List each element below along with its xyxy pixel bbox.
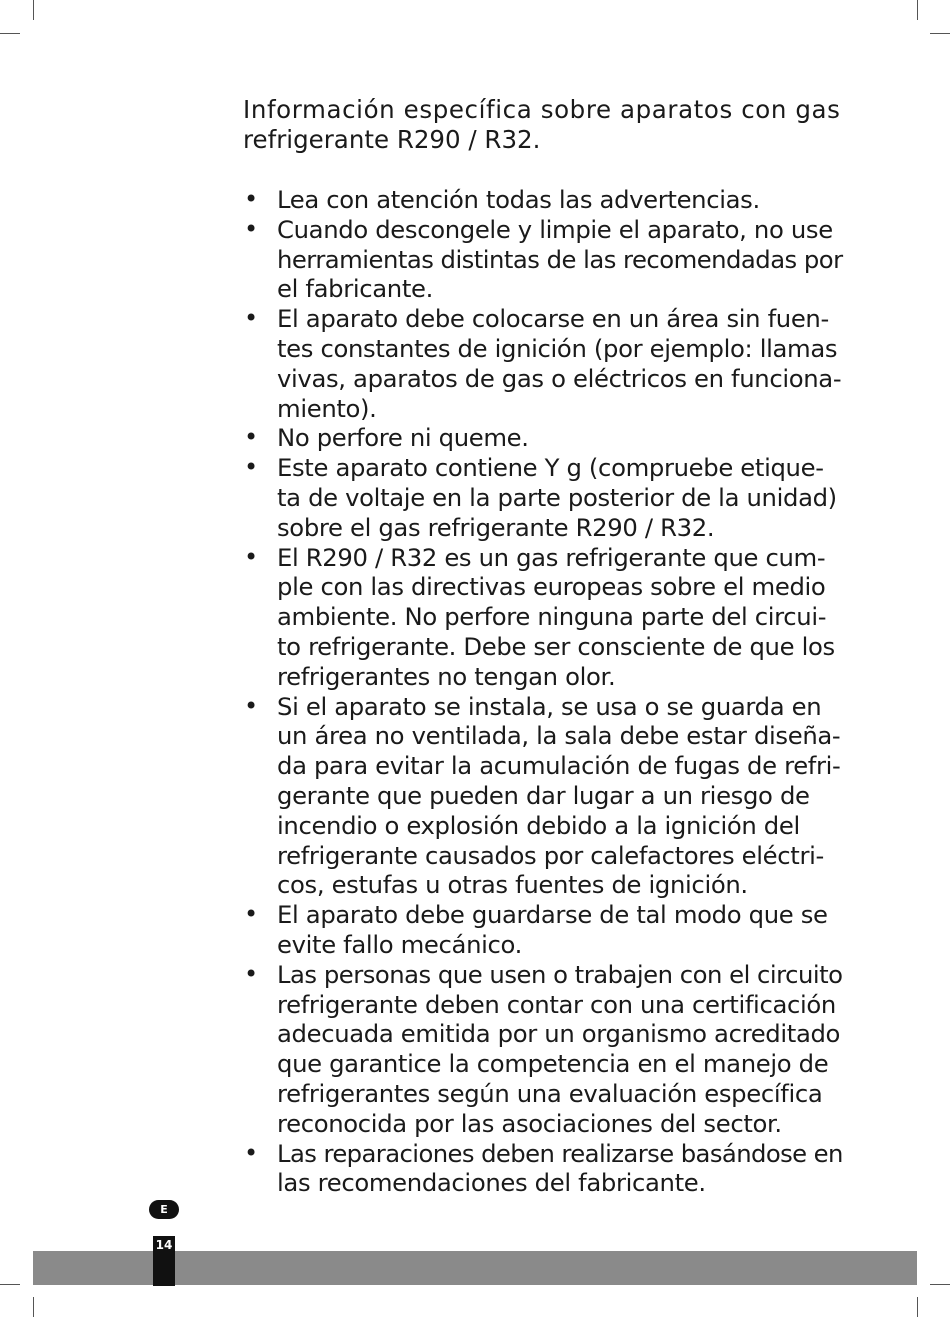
list-item-text-line: incendio o explosión debido a la ignición del [277,810,800,840]
crop-mark-top-left-horizontal [0,33,20,34]
list-item-text-line: miento). [277,393,377,423]
crop-mark-top-left-vertical [33,0,34,20]
list-item-text-line: Lea con atención todas las advertencias. [277,185,760,214]
list-item-text-line: refrigerante deben contar con una certificación [277,989,836,1019]
bullet-icon: • [244,1138,258,1167]
bullet-icon: • [244,542,258,571]
bullet-icon: • [244,423,258,452]
page-number-tab [153,1236,175,1286]
bullet-icon: • [244,214,258,243]
bullet-icon: • [244,959,258,988]
bullet-icon: • [244,304,258,333]
list-item [243,900,843,960]
list-item-text-line: ple con las directivas europeas sobre el medio [277,572,826,602]
list-item-text-line: gerante que pueden dar lugar a un riesgo de [277,780,810,810]
crop-mark-bottom-right-vertical [917,1297,918,1317]
list-item-text-line: ta de voltaje en la parte posterior de la unidad) [277,482,837,512]
list-item [243,185,843,215]
list-item [243,215,843,304]
safety-list [243,185,843,1198]
list-item-text-line: herramientas distintas de las recomendadas por [277,244,843,274]
page-content [243,95,843,1198]
page-number: 14 [155,1238,173,1252]
list-item-text-line: refrigerantes no tengan olor. [277,661,616,691]
list-item-text-line: que garantice la competencia en el manejo de [277,1049,829,1079]
list-item-text-line: Las personas que usen o trabajen con el circuito [277,959,843,989]
crop-mark-bottom-right-horizontal [930,1284,950,1285]
list-item-text-line: reconocida por las asociaciones del sector. [277,1108,782,1138]
list-item-text-line: El aparato debe guardarse de tal modo que se [277,900,828,930]
list-item-text-line: Cuando descongele y limpie el aparato, no use [277,214,833,244]
list-item-text-line: Este aparato contiene Y g (compruebe etique- [277,453,824,483]
crop-mark-top-right-vertical [917,0,918,20]
list-item [243,692,843,901]
list-item [243,543,843,692]
section-heading [243,95,843,155]
crop-mark-bottom-left-vertical [33,1297,34,1317]
bullet-icon: • [244,900,258,929]
list-item [243,1139,843,1199]
list-item-text-line: El R290 / R32 es un gas refrigerante que cum- [277,542,826,572]
list-item-text-line: refrigerantes según una evaluación específica [277,1078,823,1108]
list-item [243,304,843,423]
list-item-text-line: evite fallo mecánico. [277,929,522,959]
bullet-icon: • [244,185,258,213]
crop-mark-top-right-horizontal [930,33,950,34]
list-item-text-line: da para evitar la acumulación de fugas de refri- [277,751,841,781]
list-item-text-line: El aparato debe colocarse en un área sin fuen- [277,304,829,334]
list-item-text-line: un área no ventilada, la sala debe estar diseña- [277,721,841,751]
bullet-icon: • [244,691,258,720]
list-item-text-line: sobre el gas refrigerante R290 / R32. [277,512,715,542]
list-item-text-line: to refrigerante. Debe ser consciente de que los [277,631,835,661]
list-item-text-line: el fabricante. [277,274,433,304]
list-item [243,423,843,453]
list-item-text-line: No perfore ni queme. [277,423,529,453]
list-item-text-line: Si el aparato se instala, se usa o se guarda en [277,691,822,721]
list-item [243,960,843,1139]
list-item-text-line: vivas, aparatos de gas o eléctricos en funciona- [277,363,842,393]
list-item-text-line: las recomendaciones del fabricante. [277,1168,706,1198]
list-item-text-line: tes constantes de ignición (por ejemplo: llamas [277,333,838,363]
list-item-text-line: adecuada emitida por un organismo acreditado [277,1019,841,1049]
crop-mark-bottom-left-horizontal [0,1284,20,1285]
list-item [243,453,843,542]
list-item-text-line: ambiente. No perfore ninguna parte del circui- [277,602,827,632]
heading-line-2: refrigerante R290 / R32. [243,125,541,154]
bullet-icon: • [244,453,258,482]
list-item-text-line: refrigerante causados por calefactores eléctri- [277,840,824,870]
heading-line-1: Información específica sobre aparatos con gas [243,95,841,124]
language-badge: E [149,1200,179,1219]
list-item-text-line: cos, estufas u otras fuentes de ignición. [277,870,748,900]
list-item-text-line: Las reparaciones deben realizarse basándose en [277,1138,843,1168]
